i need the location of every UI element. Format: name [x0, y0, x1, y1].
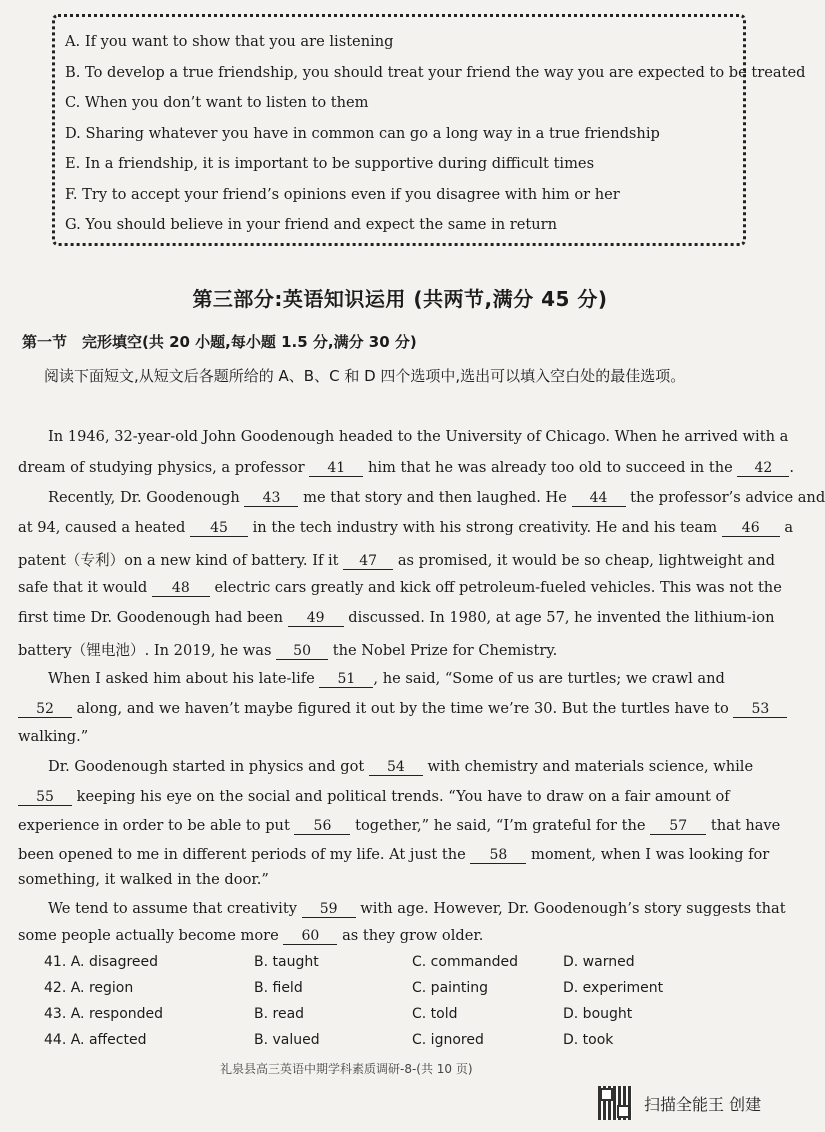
option-f: F. Try to accept your friend’s opinions even if you disagree with him or her — [65, 185, 620, 203]
choice-a[interactable]: 42. A. region — [44, 980, 134, 996]
blank-52: 52 — [18, 701, 72, 718]
blank-48: 48 — [152, 580, 210, 597]
choice-b[interactable]: B. valued — [254, 1032, 320, 1048]
choice-a[interactable]: 41. A. disagreed — [44, 954, 159, 970]
passage-line: Dr. Goodenough started in physics and got 54 with chemistry and materials science, while — [48, 758, 754, 775]
choice-a[interactable]: 43. A. responded — [44, 1006, 164, 1022]
passage-line: 52 along, and we haven’t maybe figured it out by the time we’re 30. But the turtles have to 53 — [18, 700, 787, 718]
passage-line: In 1946, 32-year-old John Goodenough headed to the University of Chicago. When he arrived with a — [48, 428, 789, 445]
option-c: C. When you don’t want to listen to them — [65, 94, 369, 111]
passage-line: at 94, caused a heated 45 in the tech industry with his strong creativity. He and his team 46 a — [18, 519, 794, 536]
watermark-text: 扫描全能王 创建 — [644, 1095, 762, 1114]
passage-line: patent（专利）on a new kind of battery. If it 47 as promised, it would be so cheap, lightweight and — [18, 552, 775, 569]
blank-42: 42 — [737, 460, 789, 477]
passage-line: first time Dr. Goodenough had been 49 discussed. In 1980, at age 57, he invented the lithium-ion — [18, 609, 775, 626]
instructions: 阅读下面短文,从短文后各题所给的 A、B、C 和 D 四个选项中,选出可以填入空白处的最佳选项。 — [44, 367, 686, 385]
choice-c[interactable]: C. told — [412, 1006, 458, 1022]
choice-d[interactable]: D. took — [563, 1032, 614, 1048]
passage-line: some people actually become more 60 as they grow older. — [18, 927, 484, 944]
blank-50: 50 — [276, 643, 328, 660]
passage-line: dream of studying physics, a professor 41 him that he was already too old to succeed in the 42 . — [18, 459, 795, 476]
passage-line: something, it walked in the door.” — [18, 871, 269, 888]
sub-title: 第一节 完形填空(共 20 小题,每小题 1.5 分,满分 30 分) — [22, 333, 417, 351]
passage-line: experience in order to be able to put 56 together,” he said, “I’m grateful for the 57 that have — [18, 817, 781, 834]
passage-line: We tend to assume that creativity 59 with age. However, Dr. Goodenough’s story suggests that — [48, 900, 786, 917]
blank-41: 41 — [309, 460, 363, 477]
page-footer: 礼泉县高三英语中期学科素质调研-8-(共 10 页) — [220, 1062, 473, 1076]
qr-code-icon — [598, 1086, 632, 1120]
blank-47: 47 — [343, 553, 393, 570]
blank-57: 57 — [650, 818, 706, 835]
blank-45: 45 — [190, 520, 248, 537]
choice-d[interactable]: D. bought — [563, 1006, 633, 1022]
blank-44: 44 — [572, 490, 626, 507]
option-g: G. You should believe in your friend and expect the same in return — [65, 216, 558, 233]
passage-line: safe that it would 48 electric cars greatly and kick off petroleum-fueled vehicles. This was not the — [18, 579, 782, 596]
choice-b[interactable]: B. read — [254, 1006, 305, 1022]
choice-b[interactable]: B. field — [254, 980, 303, 996]
blank-43: 43 — [244, 490, 298, 507]
choice-b[interactable]: B. taught — [254, 954, 319, 970]
passage-line: Recently, Dr. Goodenough 43 me that story and then laughed. He 44 the professor’s advice and — [48, 489, 825, 506]
blank-60: 60 — [283, 928, 337, 945]
option-b: B. To develop a true friendship, you should treat your friend the way you are expected to be treated — [65, 63, 806, 81]
choice-c[interactable]: C. commanded — [412, 954, 519, 970]
option-a: A. If you want to show that you are listening — [65, 33, 394, 50]
blank-55: 55 — [18, 789, 72, 806]
choice-c[interactable]: C. ignored — [412, 1032, 484, 1048]
choice-d[interactable]: D. experiment — [563, 980, 664, 996]
blank-53: 53 — [733, 701, 787, 718]
passage-line: 55 keeping his eye on the social and political trends. “You have to draw on a fair amount of — [18, 788, 730, 806]
blank-58: 58 — [470, 847, 526, 864]
choice-d[interactable]: D. warned — [563, 954, 635, 970]
choice-a[interactable]: 44. A. affected — [44, 1032, 147, 1048]
passage-line: walking.” — [18, 728, 89, 745]
passage-line: been opened to me in different periods of my life. At just the 58 moment, when I was looking for — [18, 846, 770, 863]
blank-46: 46 — [722, 520, 780, 537]
choice-c[interactable]: C. painting — [412, 980, 489, 996]
blank-54: 54 — [369, 759, 423, 776]
options-box — [52, 14, 806, 246]
blank-49: 49 — [288, 610, 344, 627]
blank-56: 56 — [294, 818, 350, 835]
passage-line: battery（锂电池）. In 2019, he was 50 the Nobel Prize for Chemistry. — [18, 642, 558, 659]
option-d: D. Sharing whatever you have in common can go a long way in a true friendship — [65, 124, 660, 142]
passage-line: When I asked him about his late-life 51 , he said, “Some of us are turtles; we crawl and — [48, 670, 725, 687]
blank-51: 51 — [319, 671, 373, 688]
section-title: 第三部分:英语知识运用 (共两节,满分 45 分) — [192, 287, 608, 311]
option-e: E. In a friendship, it is important to be supportive during difficult times — [65, 155, 595, 172]
scanner-watermark — [598, 1086, 788, 1122]
blank-59: 59 — [302, 901, 356, 918]
